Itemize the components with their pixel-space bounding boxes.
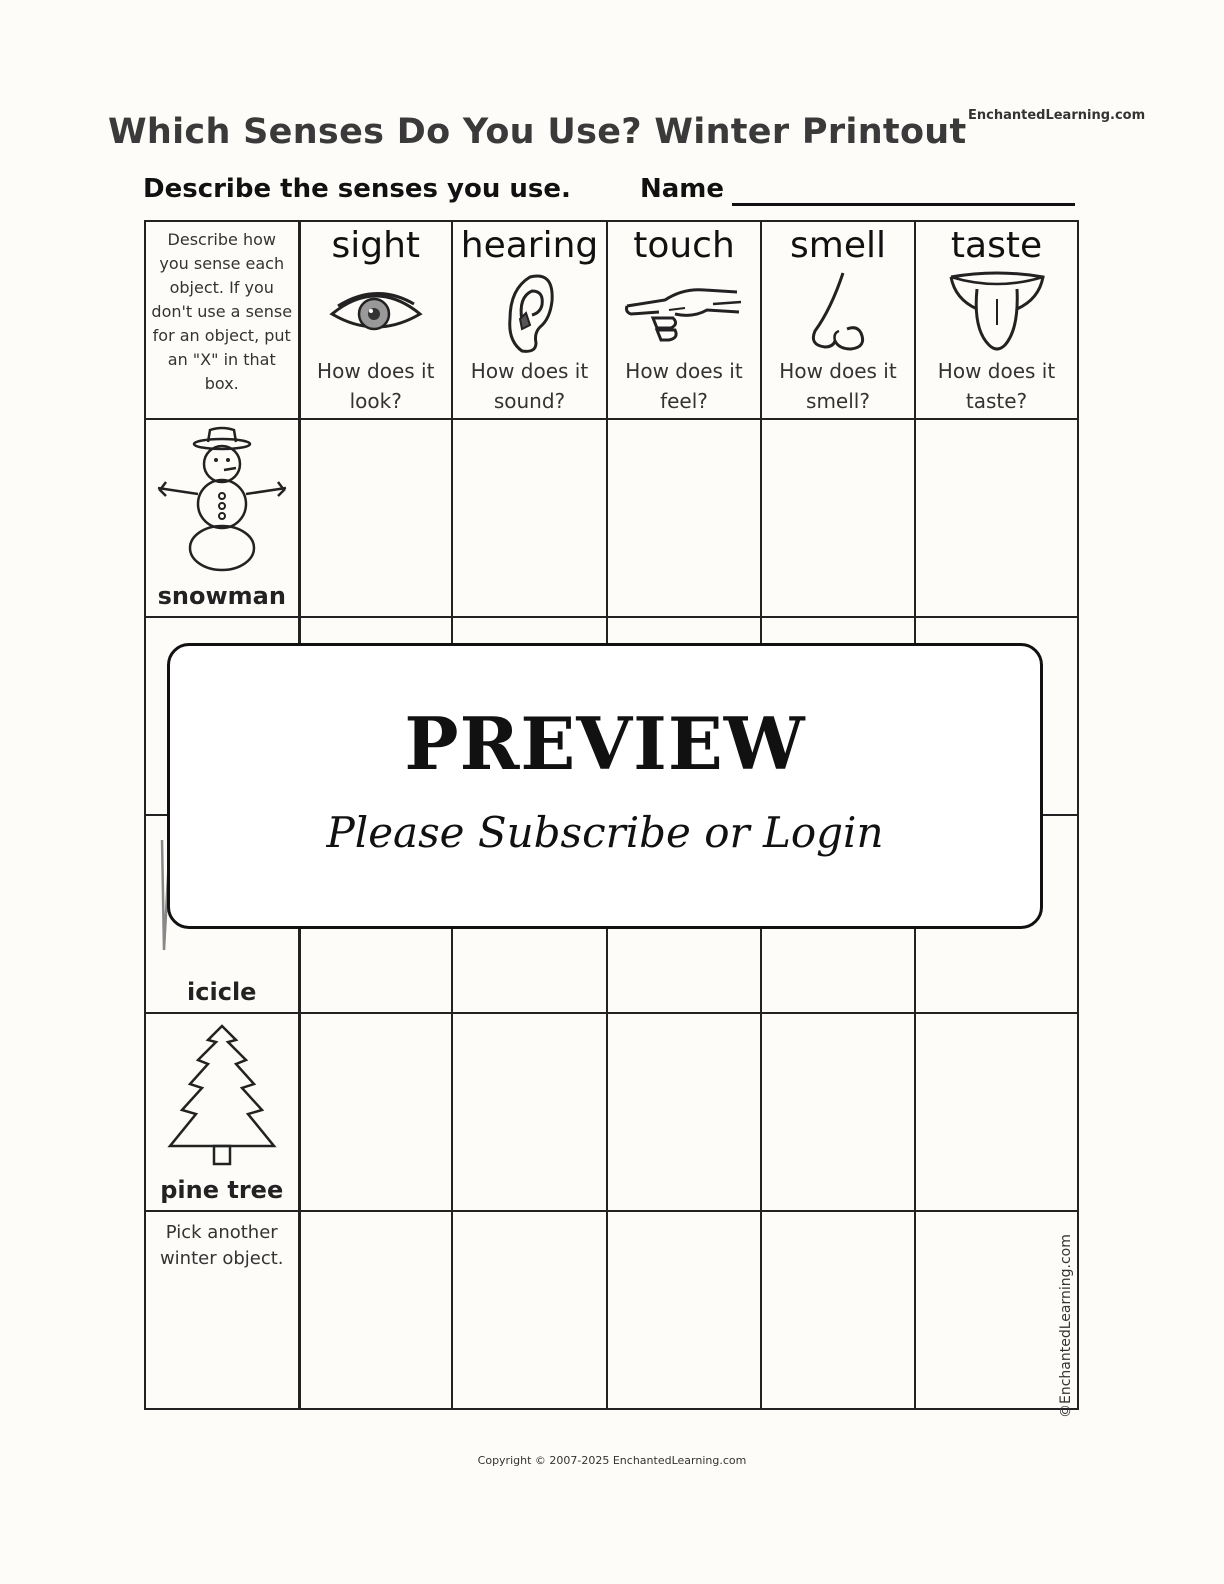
sense-word: touch [633,225,735,266]
answer-cell[interactable] [761,1013,915,1211]
answer-cell[interactable] [299,419,452,617]
pine-tree-icon [146,1014,298,1172]
answer-cell[interactable] [915,419,1078,617]
answer-cell[interactable] [607,1013,761,1211]
answer-cell[interactable] [452,1013,607,1211]
hand-icon [608,268,760,356]
answer-cell[interactable] [452,1211,607,1409]
sense-question: How does it taste? [937,359,1056,413]
preview-title: PREVIEW [404,701,806,786]
name-blank-line[interactable] [732,203,1075,206]
header-row [145,221,1078,419]
vertical-credit: ©EnchantedLearning.com [1058,1234,1074,1418]
description-text: Describe how you sense each object. If you don't use a sense for an object, put an "X" in that box. [151,230,293,393]
object-cell-pine-tree [145,1013,299,1211]
sense-word: taste [950,225,1043,266]
answer-cell[interactable] [607,1211,761,1409]
object-cell-snowman [145,419,299,617]
pick-another-text: Pick another winter object. [159,1222,284,1269]
answer-cell[interactable] [761,419,915,617]
sense-word: sight [331,225,421,266]
sense-word: hearing [460,225,599,266]
tongue-icon [916,268,1077,356]
description-cell [145,221,299,419]
sense-header-sight [299,221,452,419]
object-row-other [145,1211,1078,1409]
sense-question: How does it look? [317,359,435,413]
page-title: Which Senses Do You Use? Winter Printout [108,112,967,152]
copyright-text: Copyright © 2007-2025 EnchantedLearning.com [477,1454,747,1467]
name-label: Name [640,174,725,204]
object-cell-other[interactable] [145,1211,299,1409]
object-row [145,1013,1078,1211]
answer-cell[interactable] [299,1211,452,1409]
answer-cell[interactable] [452,419,607,617]
sense-header-hearing [452,221,607,419]
object-row [145,419,1078,617]
answer-cell[interactable] [607,419,761,617]
sense-word: smell [790,225,886,266]
sense-header-smell [761,221,915,419]
sense-question: How does it sound? [470,359,589,413]
sense-question: How does it smell? [779,359,897,413]
object-label: snowman [157,582,286,610]
eye-icon [301,268,452,356]
subscribe-login-link[interactable]: Please Subscribe or Login [326,808,884,857]
preview-overlay[interactable] [167,643,1043,929]
nose-icon [762,268,914,356]
sense-header-touch [607,221,761,419]
sense-header-taste [915,221,1078,419]
answer-cell[interactable] [299,1013,452,1211]
sense-question: How does it feel? [625,359,743,413]
ear-icon [453,268,606,356]
answer-cell[interactable] [761,1211,915,1409]
object-label: icicle [187,978,257,1006]
answer-cell[interactable] [915,1013,1078,1211]
site-link[interactable]: EnchantedLearning.com [968,108,1146,123]
snowman-icon [146,420,298,578]
instruction-text: Describe the senses you use. [143,174,571,204]
object-label: pine tree [160,1176,284,1204]
answer-cell[interactable] [915,1211,1078,1409]
